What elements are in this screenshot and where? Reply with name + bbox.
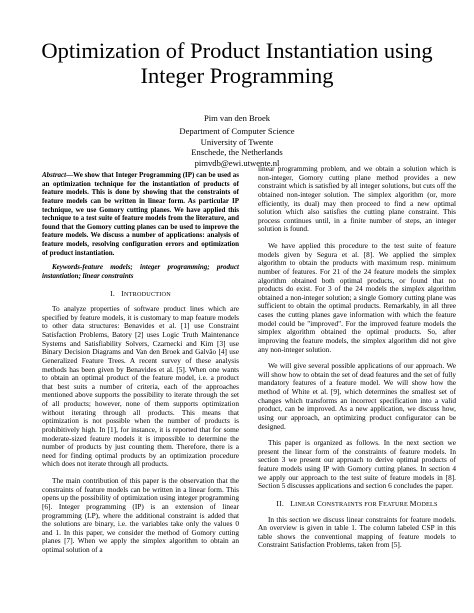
author-department: Department of Computer Science xyxy=(179,126,295,137)
section-heading-introduction: I. INTRODUCTION xyxy=(110,288,171,298)
right-paragraph-2: We have applied this procedure to the test suite of feature models given by Segura et al. [8]. We applied the simplex algorithm to obtain the products with maximum resp. minimum number of features. For 21 of the 24 feature models the simplex algorithm obtained both optimal products, or found that no products do exist. For 3 of the 24 models the simplex algorithm obtained a non-integer solution; a single Gomory cutting plane was sufficient to obtain the optimal products. Remarkably, in all three cases the cutting planes gave information with which the feature model could be "improved". For the improved feature models the simplex algorithm obtained the optimal products. So, after improving the feature models, the simplex algorithm did not give any non-integer solution. xyxy=(258,241,456,354)
intro-paragraph-1: To analyze properties of software product lines which are specified by feature models, it is customary to map feature models to other data structures: Benavides et al. [1] use Constraint Satisfaction Problems, Batory [2] uses Logic Truth Maintenance Systems and Satisfiability Solvers, Czarnecki and Kim [3] use Binary Decision Diagrams and Van den Broek and Galvão [4] use Generalized Feature Trees. A recent survey of these analysis methods has been given by Benavides et al. [5]. When one wants to obtain an optimal product of the feature model, i.e. a product that best suits a number of criteria, each of the approaches mentioned above supports the possibility to iterate through the set of all products; however, none of them supports optimization without iterating through all products. This means that optimization is not possible when the number of products is prohibitively high. In [1], for instance, it is reported that for some moderate-sized feature models it is impossible to determine the number of products by just counting them. Therefore, there is a need for finding optimal products by an optimization procedure which does not iterate through all products. xyxy=(42,304,239,469)
author-block xyxy=(100,113,374,168)
author-email: pimvdb@ewi.utwente.nl xyxy=(194,157,280,168)
right-paragraph-1: linear programming problem, and we obtain a solution which is non-integer, Gomory cutting plane method provides a new constraint which is satisfied by all integer solutions, but cuts off the obtained non-integer solution. The simplex algorithm (or, more efficiently, its dual) may then proceed to find a new optimal solution which also satisfies the cutting plane constraint. This process continues until, in a finite number of steps, an integer solution is found. xyxy=(258,164,456,234)
section-numeral: II. xyxy=(276,498,284,508)
section-heading-linear-constraints: II. LINEAR CONSTRAINTS FOR FEATURE MODELS xyxy=(276,498,438,508)
abstract xyxy=(42,171,239,257)
section2-paragraph-1: In this section we discuss linear constraints for feature models. An overview is given in table 1. The column labeled CSP in this table shows the conventional mapping of feature models to Constraint Satisfaction Problems, taken from [5]. xyxy=(258,514,456,550)
author-city: Enschede, the Netherlands xyxy=(191,147,283,158)
abstract-lead: Abstract xyxy=(42,171,67,179)
intro-paragraph-2: The main contribution of this paper is the observation that the constraints of feature models can be written in a linear form. This opens up the possibility of optimization using integer programming [6]. Integer programming (IP) is an extension of linear programming (LP), where the additional constraint is added that the solutions are binary, i.e. the variables take only the values 0 and 1. In this paper, we consider the method of Gomory cutting planes [7]. When we apply the simplex algorithm to obtain an optimal solution of a xyxy=(42,476,239,554)
keywords: Keywords-feature models; integer programming; product instantiation; linear constraints xyxy=(42,263,239,280)
right-paragraph-3: We will give several possible applications of our approach. We will show how to obtain the set of dead features and the set of fully mandatory features of a feature model. We will show how the method of White et al. [9], which determines the smallest set of changes which transforms an incorrect specification into a valid product, can be improved. As a new application, we discuss how, using our approach, an optimizing product configurator can be designed. xyxy=(258,361,456,431)
right-column xyxy=(258,165,456,550)
abstract-body: —We show that Integer Programming (IP) can be used as an optimization technique for the instantiation of products of feature models. This is done by showing that the constraints of feature models can be written in linear form. As particular IP technique, we use Gomory cutting planes. We have applied this technique to a test suite of feature models from the literature, and found that the Gomory cutting planes can be used to improve the feature models. We discuss a number of applications: analysis of feature models, resolving configuration errors and optimization of product instantiation. xyxy=(42,171,239,257)
right-paragraph-4: This paper is organized as follows. In the next section we present the linear form of the constraints of feature models. In section 3 we present our approach to derive optimal products of feature models using IP with Gomory cutting planes. In section 4 we apply our approach to the test suite of feature models in [8]. Section 5 discusses applications and section 6 concludes the paper. xyxy=(258,438,456,491)
author-name: Pim van den Broek xyxy=(203,113,271,123)
author-university: University of Twente xyxy=(200,136,274,147)
left-column xyxy=(42,171,239,555)
paper-title: Optimization of Product Instantiation using Integer Programming xyxy=(41,38,433,88)
section-numeral: I. xyxy=(110,288,115,298)
